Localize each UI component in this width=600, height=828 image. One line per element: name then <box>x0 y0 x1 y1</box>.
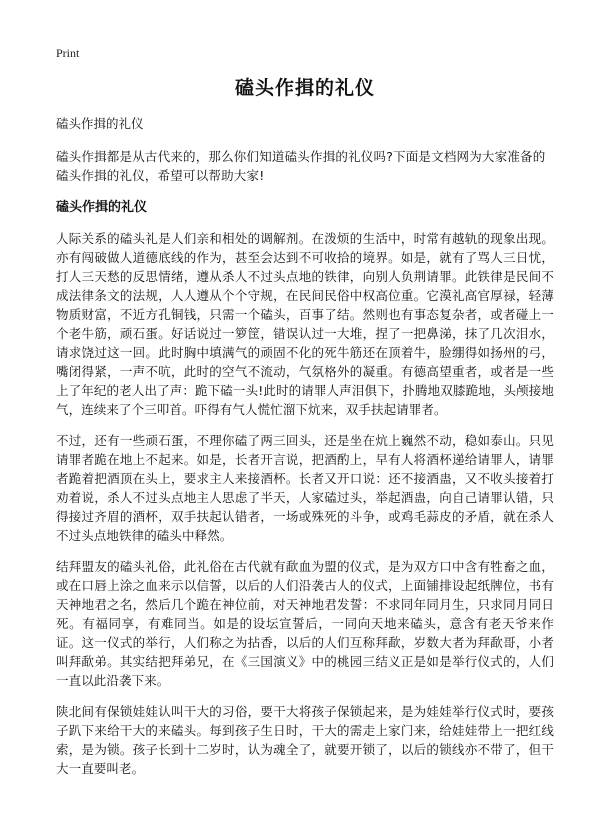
print-link[interactable]: Print <box>56 46 80 60</box>
intro-paragraph: 磕头作揖都是从古代来的，那么你们知道磕头作揖的礼仪吗?下面是文档网为大家准备的磕头作揖的礼仪，希望可以帮助大家! <box>56 149 546 183</box>
page-title: 磕头作揖的礼仪 <box>234 77 375 99</box>
body-paragraph: 陕北间有保锁娃娃认叫干大的习俗，要干大将孩子保锁起来，是为娃娃举行仪式时，要孩子趴下来给干大的来磕头。每到孩子生日时，干大的需走上家门来，给娃娃带上一把红线索，是为锁。孩子长到十二岁时，认为魂全了，就要开锁了，以后的锁线亦不带了，但干大一直要叫老。 <box>56 704 554 776</box>
body-paragraph: 不过，还有一些顽石蛋，不理你磕了两三回头，还是坐在炕上巍然不动，稳如泰山。只见请罪者跪在地上不起来。如是，长者开言说，把酒酌上，早有人将酒杯递给请罪人，请罪者跪着把酒顶在头上，要求主人来接酒杯。长者又开口说：还不接酒蛊，又不收头接着打劝着说，杀人不过头点地主人思虑了半天，人家磕过头，举起酒蛊，向自己请罪认错，只得接过齐眉的酒杯，双手扶起认错者，一场或殊死的斗争，或鸡毛蒜皮的矛盾，就在杀人不过头点地铁律的磕头中释然。 <box>56 433 554 543</box>
body-paragraph: 人际关系的磕头礼是人们亲和相处的调解剂。在泼烦的生活中，时常有越轨的现象出现。亦有闯破做人道德底线的作为，甚至会达到不可收拾的境界。如是，就有了骂人三日忧，打人三天愁的反思情绪，遵从杀人不过头点地的铁律，向别人负荆请罪。此铁律是民间不成法律条文的法规，人人遵从个个守规，在民间民俗中权高位重。它漠礼高官厚禄，轻薄物质财富，不近方孔铜钱，只需一个磕头，百事了结。然则也有事态复杂者，或者碰上一个老牛筋，顽石蛋。好话说过一箩筐，错误认过一大堆，捏了一把鼻涕，抹了几次泪水，请求饶过这一回。此时胸中填满气的顽固不化的死牛筋还在顶着牛，脸绷得如扬州的弓，嘴闭得紧，一声不吭，此时的空气不流动，气氛格外的凝重。有德高望重者，或者是一些上了年纪的老人出了声：跪下磕一头!此时的请罪人声泪俱下，扑腾地双膝跪地，头颅接地气，连续来了个三叩首。吓得有气人慌忙溜下炕来，双手扶起请罪者。 <box>56 231 554 417</box>
subtitle: 磕头作揖的礼仪 <box>56 116 144 131</box>
body-paragraph: 结拜盟友的磕头礼俗，此礼俗在古代就有歃血为盟的仪式，是为双方口中含有牲畜之血，或在口唇上涂之血来示以信誓，以后的人们沿袭古人的仪式，上面铺排设起纸牌位，书有天神地君之名，然后几个跪在神位前，对天神地君发誓：不求同年同月生，只求同月同日死。有福同享，有难同当。如是的设坛宣誓后，一同向天地来磕头，意含有老天爷来作证。这一仪式的举行，人们称之为拈香，以后的人们互称拜歃，岁数大者为拜歃哥，小者叫拜歃弟。其实结把拜弟兄，在《三国演义》中的桃园三结义正是如是举行仪式的，人们一直以此沿袭下来。 <box>56 559 554 688</box>
section-heading: 磕头作揖的礼仪 <box>56 200 148 215</box>
